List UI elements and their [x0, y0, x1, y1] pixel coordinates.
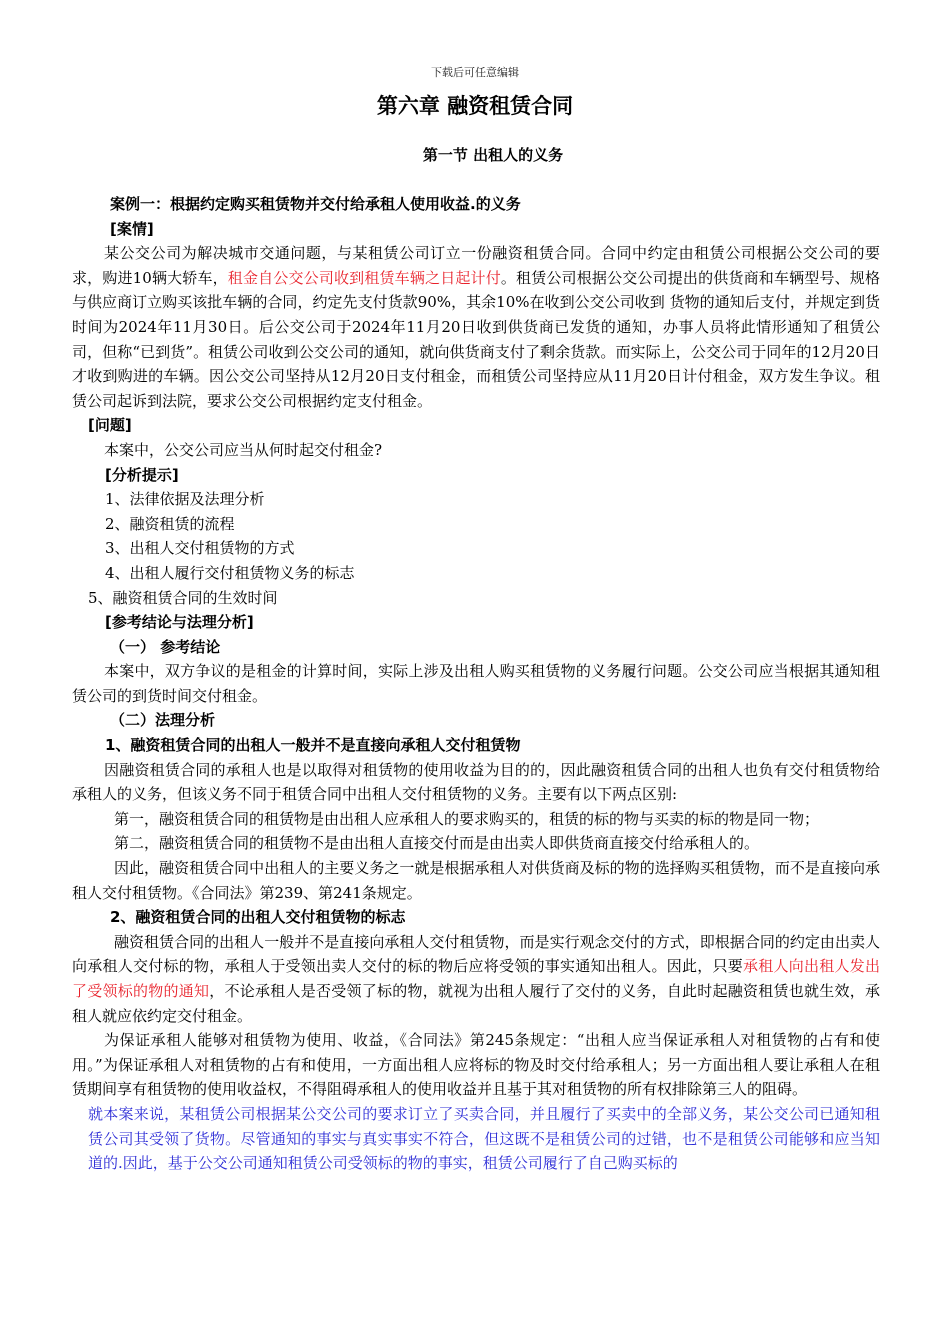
point2-text-b: ，不论承租人是否受领了标的物，就视为出租人履行了交付的义务，自此时起融资租赁也就生效，承租人就应依约定交付租金。 [72, 982, 880, 1025]
chapter-title: 第六章 融资租赁合同 [376, 94, 574, 118]
hint-item: 3、出租人交付租赁物的方式 [105, 539, 295, 558]
label-reference: [参考结论与法理分析] [105, 613, 254, 632]
point2-para2: 为保证承租人能够对租赁物为使用、收益，《合同法》第245条规定：“出租人应当保证承租人对租赁物的占有和使用。”为保证承租人对租赁物的占有和使用，一方面出租人应将标的物及时交付给承租人；另一方面出租人要让承租人在租赁期间享有租赁物的使用收益权，不得阻碍承租人的使用收益并且基于其对租赁物的所有权排除第三人的阻碍。 [72, 1031, 880, 1099]
blue-paragraph: 就本案来说，某租赁公司根据某公交公司的要求订立了买卖合同，并且履行了买卖中的全部义务，某公交公司已通知租赁公司其受领了货物。尽管通知的事实与真实事实不符合，但这既不是租赁公司的过错，也不是租赁公司能够和应当知道的.因此，基于公交公司通知租赁公司受领标的物的事实，租赁公司履行了自己购买标的 [88, 1104, 880, 1173]
point2-title: 2、融资租赁合同的出租人交付租赁物的标志 [110, 908, 406, 927]
point2-paragraph [72, 930, 880, 1028]
label-question: [问题] [88, 416, 132, 435]
point1-text: 因融资租赁合同的承租人也是以取得对租赁物的使用收益为目的的，因此融资租赁合同的出租人也负有交付租赁物给承租人的义务，但该义务不同于租赁合同中出租人交付租赁物的义务。主要有以下两点区别: [72, 760, 880, 804]
case-paragraph [72, 241, 880, 413]
point1-title: 1、融资租赁合同的出租人一般并不是直接向承租人交付租赁物 [105, 736, 521, 755]
case-title: 案例一：根据约定购买租赁物并交付给承租人使用收益.的义务 [110, 195, 521, 213]
point2-text-a: 融资租赁合同的出租人一般并不是直接向承租人交付租赁物，而是实行观念交付的方式，即根据合同的约定由出卖人向承租人交付标的物，承租人于受领出卖人交付的标的物后应将受领的事实通知出租人。因此，只要 [72, 932, 880, 976]
case-text-a: 某公交公司为解决城市交通问题，与某租赁公司订立一份融资租赁合同。合同中约定由租赁公司根据公交公司的要求，购进10辆大轿车， [72, 244, 880, 287]
section-title: 第一节 出租人的义务 [422, 146, 564, 164]
case-text-highlight: 租金自公交公司收到租赁车辆之日起计付 [227, 268, 501, 287]
label-case: [案情] [110, 219, 154, 238]
document-body [72, 192, 880, 1176]
sub2-title: （二）法理分析 [110, 711, 216, 730]
hint-item: 4、出租人履行交付租赁物义务的标志 [105, 563, 355, 582]
hint-item: 5、融资租赁合同的生效时间 [88, 588, 278, 607]
point2-text-highlight: 承租人向出租人发出了受领标的物的通知 [72, 957, 880, 1000]
label-hints: [分析提示] [105, 465, 179, 484]
point1-first: 第一，融资租赁合同的租赁物是由出租人应承租人的要求购买的，租赁的标的物与买卖的标的物是同一物； [114, 809, 820, 828]
question-text: 本案中，公交公司应当从何时起交付租金? [104, 440, 383, 459]
sub1-text: 本案中，双方争议的是租金的计算时间，实际上涉及出租人购买租赁物的义务履行问题。公交公司应当根据其通知租赁公司的到货时间交付租金。 [72, 662, 880, 705]
hint-item: 1、法律依据及法理分析 [105, 490, 265, 509]
case-text-b: 。租赁公司根据公交公司提出的供货商和车辆型号、规格与供应商订立购买该批车辆的合同，约定先支付货款90%，其余10%在收到公交公司收到 货物的通知后支付，并规定到货时间为2024年11月30日。后公交公司于2024年11月20日收到供货商已发货的通知，办事人员将此情形通知了租赁公司，但称“已到货”。租赁公司收到公交公司的通知，就向供货商支付了剩余货款。而实际上，公交公司于同年的12月20日才收到购进的车辆。因公交公司坚持从12月20日支付租金，而租赁公司坚持应从11月20日计付租金，双方发生争议。租赁公司起诉到法院，要求公交公司根据约定支付租金。 [72, 268, 880, 410]
point1-therefore: 因此，融资租赁合同中出租人的主要义务之一就是根据承租人对供货商及标的物的选择购买租赁物，而不是直接向承租人交付租赁物。《合同法》第239、第241条规定。 [72, 859, 880, 902]
sub1-title: （一） 参考结论 [110, 637, 221, 656]
hint-item: 2、融资租赁的流程 [105, 514, 235, 533]
header-note: 下载后可任意编辑 [431, 66, 519, 79]
point1-second: 第二，融资租赁合同的租赁物不是由出租人直接交付而是由出卖人即供货商直接交付给承租人的。 [114, 834, 760, 853]
